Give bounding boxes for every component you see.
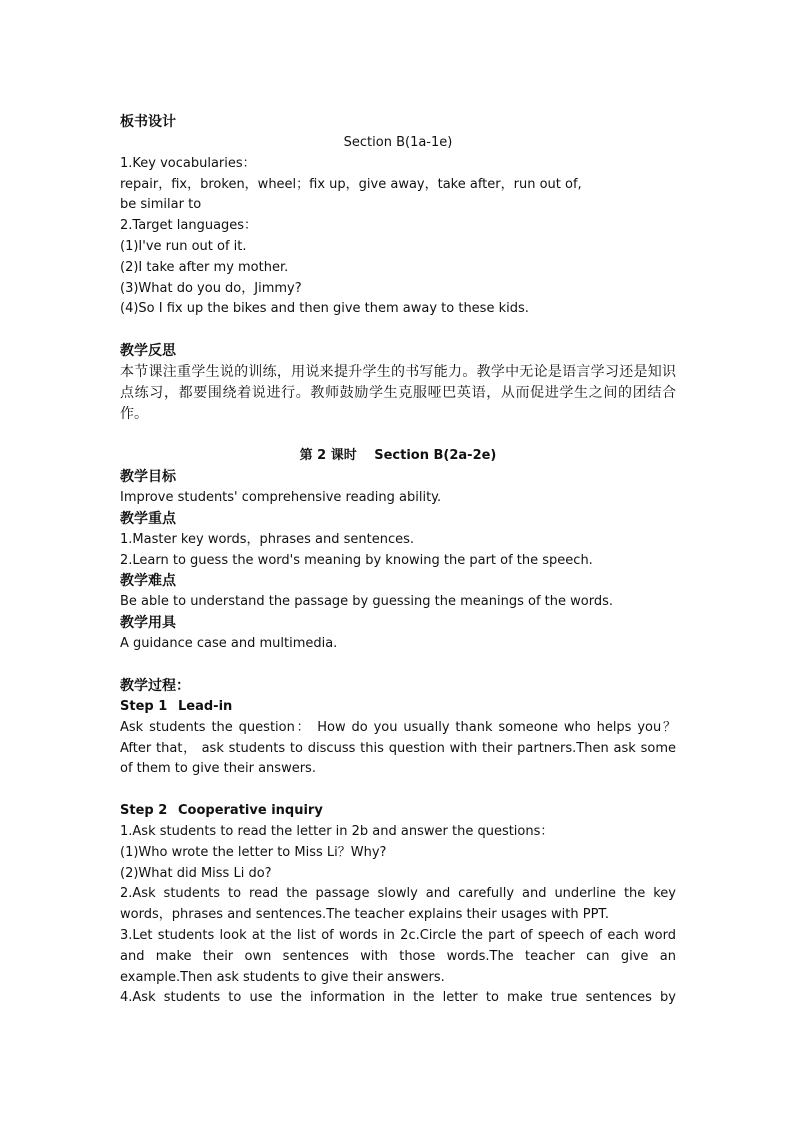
step2-heading xyxy=(120,801,676,822)
process-heading: 教学过程： xyxy=(120,677,190,694)
tools-heading: 教学用具 xyxy=(120,615,176,632)
spacer xyxy=(120,655,676,676)
step1-text: Ask students the question： How do you usually thank someone who helps you？ After that， ask students to discuss this question with their partners.Then ask some of them to give their answers. xyxy=(120,719,676,777)
step2-title: Cooperative inquiry xyxy=(178,803,323,819)
reflection-text: 本节课注重学生说的训练，用说来提升学生的书写能力。教学中无论是语言学习还是知识点练习，都要围绕着说进行。教师鼓励学生克服哑巴英语，从而促进学生之间的团结合作。 xyxy=(120,364,676,423)
step2-item-1: 1.Ask students to read the letter in 2b and answer the questions： xyxy=(120,823,554,839)
board-design-subtitle: Section B(1a-1e) xyxy=(343,135,453,150)
goals-heading: 教学目标 xyxy=(120,468,176,485)
lesson-title: 第 2 课时 Section B(2a-2e) xyxy=(299,448,497,464)
step2-item-3: 3.Let students look at the list of words in 2c.Circle the part of speech of each word and make their own sentences with those words.The teacher can give an example.Then ask students to give their answers. xyxy=(120,927,676,985)
difficulty-heading: 教学难点 xyxy=(120,573,176,590)
target-sentence: (3)What do you do，Jimmy? xyxy=(120,280,302,296)
reflection-heading: 教学反思 xyxy=(120,343,176,360)
document-page xyxy=(120,112,676,1009)
target-sentence: (1)I've run out of it. xyxy=(120,238,247,254)
spacer xyxy=(120,425,676,446)
board-design-heading: 板书设计 xyxy=(120,114,176,130)
step1-label: Step 1 xyxy=(120,698,168,714)
spacer xyxy=(120,320,676,341)
spacer xyxy=(120,780,676,801)
key-vocab-title: 1.Key vocabularies： xyxy=(120,155,256,171)
step2-item-4: 4.Ask students to use the information in the letter to make true sentences by xyxy=(120,990,676,1006)
difficulty-text: Be able to understand the passage by guessing the meanings of the words. xyxy=(120,594,613,610)
step2-item-2: 2.Ask students to read the passage slowly and carefully and underline the key words，phrases and sentences.The teacher explains their usages with PPT. xyxy=(120,886,676,923)
vocab-line-2: be similar to xyxy=(120,197,202,213)
step2-label: Step 2 xyxy=(120,803,168,819)
vocab-line-1: repair，fix，broken，wheel；fix up，give away，take after，run out of, xyxy=(120,176,582,192)
step1-heading xyxy=(120,697,676,718)
tools-text: A guidance case and multimedia. xyxy=(120,636,338,652)
target-languages-title: 2.Target languages： xyxy=(120,218,258,234)
target-sentence: (4)So I fix up the bikes and then give them away to these kids. xyxy=(120,301,529,317)
key-points-heading: 教学重点 xyxy=(120,510,176,527)
step1-title: Lead-in xyxy=(178,698,233,714)
goals-text: Improve students' comprehensive reading ability. xyxy=(120,489,442,505)
target-sentence: (2)I take after my mother. xyxy=(120,259,289,275)
key-point: 2.Learn to guess the word's meaning by knowing the part of the speech. xyxy=(120,552,593,568)
step2-question-2: (2)What did Miss Li do? xyxy=(120,865,272,881)
step2-question-1: (1)Who wrote the letter to Miss Li？Why? xyxy=(120,844,387,860)
key-point: 1.Master key words，phrases and sentences. xyxy=(120,531,415,547)
